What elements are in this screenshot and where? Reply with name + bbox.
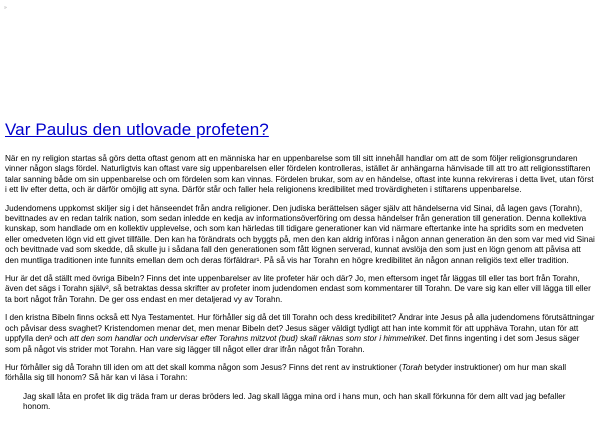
paragraph-3: Hur är det då ställt med övriga Bibeln? Finns det inte uppenbarelser av lite profeter här och där? Jo, men eftersom inget får läggas till eller tas bort från Torahn, även det sägs i Torahn själv², så betraktas dessa skrifter av profeter inom judendomen endast som kommentarer till Torahn. De vare sig kan eller vill lägga till eller ta bort något från Torahn. De ger oss endast en mer detaljerad vy av Torahn. — [5, 274, 591, 304]
paragraph-4 — [5, 313, 595, 355]
paragraph-5-start: Hur förhåller sig då Torahn till iden om att det skall komma någon som Jesus? Finns det rent av instruktioner ( — [5, 362, 402, 372]
article — [5, 120, 595, 421]
paragraph-4-emphasis: att den som handlar och undervisar efter Torahns mitzvot (bud) skall räknas som stor i himmelriket — [69, 334, 426, 344]
article-title-link[interactable]: Var Paulus den utlovade profeten? — [5, 120, 269, 139]
corner-mark: » — [4, 5, 7, 11]
paragraph-4-start: I den kristna Bibeln finns också ett Nya Testamentet. Hur förhåller sig då det till Torahn och dess kredibilitet? Ändrar inte Jesus på alla judendomens förutsättningar och påvisar dess svaghet? Kristendomen menar det, men menar Bibeln det? Jesus säger väldigt tydligt att han inte kommit för att upphäva Torahn, utan för att uppfylla den³ och — [5, 313, 595, 344]
paragraph-5-end: betyder instruktioner) om hur man skall förhålla sig till honom? Så här kan vi läsa i Torahn: — [5, 362, 567, 383]
paragraph-5 — [5, 363, 595, 384]
torah-quote: Jag skall låta en profet lik dig träda fram ur deras bröders led. Jag skall lägga mina ord i hans mun, och han skall förkunna för dem allt vad jag befaller honom. — [23, 391, 566, 412]
paragraph-2: Judendomens uppkomst skiljer sig i det hänseendet från andra religioner. Den judiska berättelsen säger själv att händelserna vid Sinai, då lagen gavs (Torahn), bevittnades av en redan talrik nation, som sedan inledde en kedja av informationsöverföring om dessa händelser från generation till generation. Denna kollektiva kunskap, som handlade om en kollektiv upplevelse, och som kan härledas till tidigare generationer kan vid närmare eftertanke inte ha spridits som en medveten eller omedveten lögn vid ett givet tillfälle. Den kan ha förändrats och byggts på, men den kan aldrig införas i någon annan generation än den som var med vid Sinai och bevittnade vad som skedde, då skulle ju i sådana fall den generationen som fått lögnen serverad, kunnat avslöja den som just en lögn genom att påvisa att den muntliga traditionen inte funnits emellan dem och deras förfäldrar¹. På så vis har Torahn en högre kredibilitet än någon annan religiös text eller tradition. — [5, 203, 595, 265]
paragraph-5-emphasis: Torah — [401, 362, 423, 372]
paragraph-1: När en ny religion startas så görs detta oftast genom att en människa har en uppenbarelse som till sitt innehåll handlar om att de som följer religionsgrundaren vinner någon slags fördel. Naturligtvis kan oftast vare sig uppenbarelsen eller fördelen kontrolleras, istället är anhängarna hänvisade till att tro att religionsstiftaren talar sanning både om sin uppenbarelse och om fördelen som kan vinnas. Fördelen brukar, som av en händelse, oftast inte kunna rekvireras i detta livet, utan först i ett liv efter detta, och är därför omöjlig att syna. Därför står och faller hela religionens kredibilitet med trovärdigheten i stiftarens uppenbarelse. — [5, 154, 594, 195]
paragraph-4-end: . Det finns ingenting i det som Jesus säger som på något vis strider mot Torahn. Han vare sig lägger till något eller drar ifrån något från Torahn. — [5, 334, 580, 354]
